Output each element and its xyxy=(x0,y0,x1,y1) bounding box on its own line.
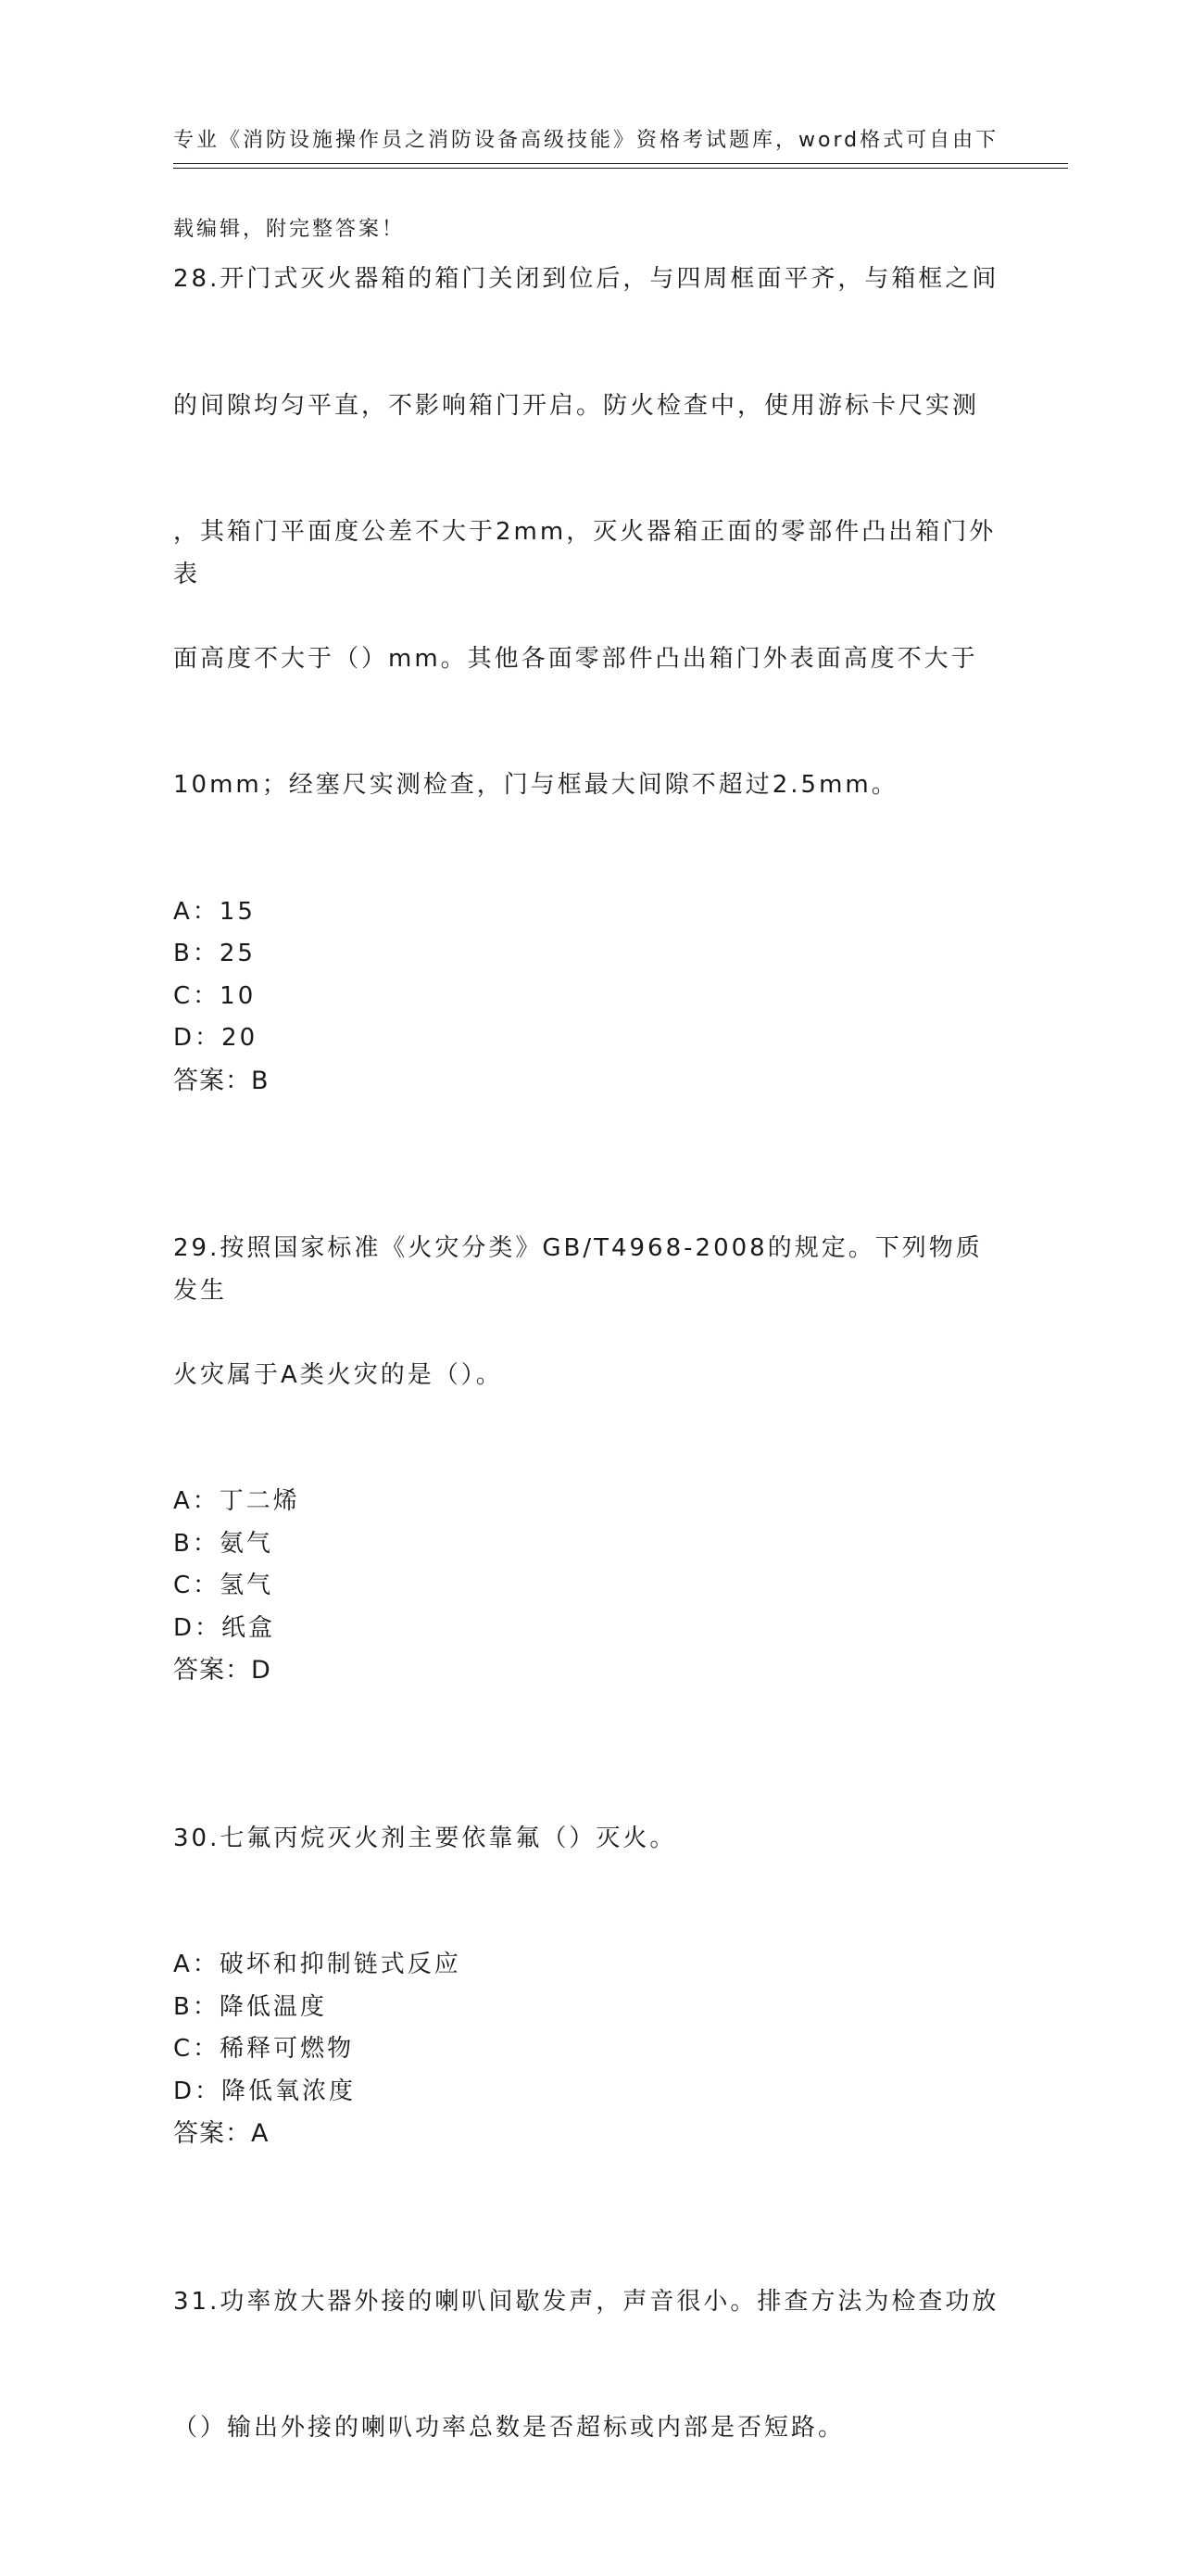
option-d: D：20 xyxy=(173,1024,258,1052)
question-stem-line: 火灾属于A类火灾的是（）。 xyxy=(173,1360,503,1389)
answer-line: 答案：B xyxy=(173,1066,270,1095)
option-b: B：25 xyxy=(173,940,256,967)
question-stem xyxy=(173,1734,1007,1945)
question-stem-line: 10mm；经塞尺实测检查，门与框最大间隙不超过2.5mm。 xyxy=(173,771,898,799)
header-line: 专业《消防设施操作员之消防设备高级技能》资格考试题库，word格式可自由下 xyxy=(173,129,999,152)
header-divider-bottom xyxy=(173,168,1068,169)
question-stem-line: 28.开门式灭火器箱的箱门关闭到位后，与四周框面平齐，与箱框之间 xyxy=(173,265,999,293)
header-line: 载编辑，附完整答案！ xyxy=(173,218,406,241)
question-stem-line: 31.功率放大器外接的喇叭间歇发声，声音很小。排查方法为检查功放 xyxy=(173,2287,999,2316)
option-c: C：氢气 xyxy=(173,1572,274,1599)
option-c: C：稀释可燃物 xyxy=(173,2035,355,2063)
option-b: B：降低温度 xyxy=(173,1992,327,2021)
question-stem-line: 30.七氟丙烷灭火剂主要依靠氟（）灭火。 xyxy=(173,1824,677,1852)
answer-line: 答案：D xyxy=(173,1656,271,1685)
question-stem xyxy=(173,2197,1007,2534)
option-a: A：15 xyxy=(173,897,256,926)
question-stem-line: 面高度不大于（）mm。其他各面零部件凸出箱门外表面高度不大于 xyxy=(173,644,978,673)
question-stem-line: ，其箱门平面度公差不大于2mm，灭火器箱正面的零部件凸出箱门外表 xyxy=(173,518,997,588)
question-stem-line: 29.按照国家标准《火灾分类》GB/T4968-2008的规定。下列物质发生 xyxy=(173,1234,983,1305)
option-a: A：丁二烯 xyxy=(173,1487,300,1515)
question-29 xyxy=(173,1143,1007,1692)
header-divider-top xyxy=(173,163,1068,164)
question-stem xyxy=(173,174,1007,891)
option-a: A：破坏和抑制链式反应 xyxy=(173,1951,461,1978)
question-30 xyxy=(173,1734,1007,2155)
question-stem-line: 的间隙均匀平直，不影响箱门开启。防火检查中，使用游标卡尺实测 xyxy=(173,391,980,420)
option-d: D：降低氧浓度 xyxy=(173,2077,357,2105)
question-28 xyxy=(173,174,1007,1102)
option-c: C：10 xyxy=(173,981,257,1010)
question-stem-line: （）输出外接的喇叭功率总数是否超标或内部是否短路。 xyxy=(173,2414,846,2442)
answer-line: 答案：A xyxy=(173,2119,270,2148)
option-d: D：纸盒 xyxy=(173,1613,276,1642)
question-list xyxy=(173,174,1007,2576)
question-31 xyxy=(173,2197,1007,2534)
question-stem xyxy=(173,1143,1007,1481)
option-b: B：氨气 xyxy=(173,1529,273,1558)
